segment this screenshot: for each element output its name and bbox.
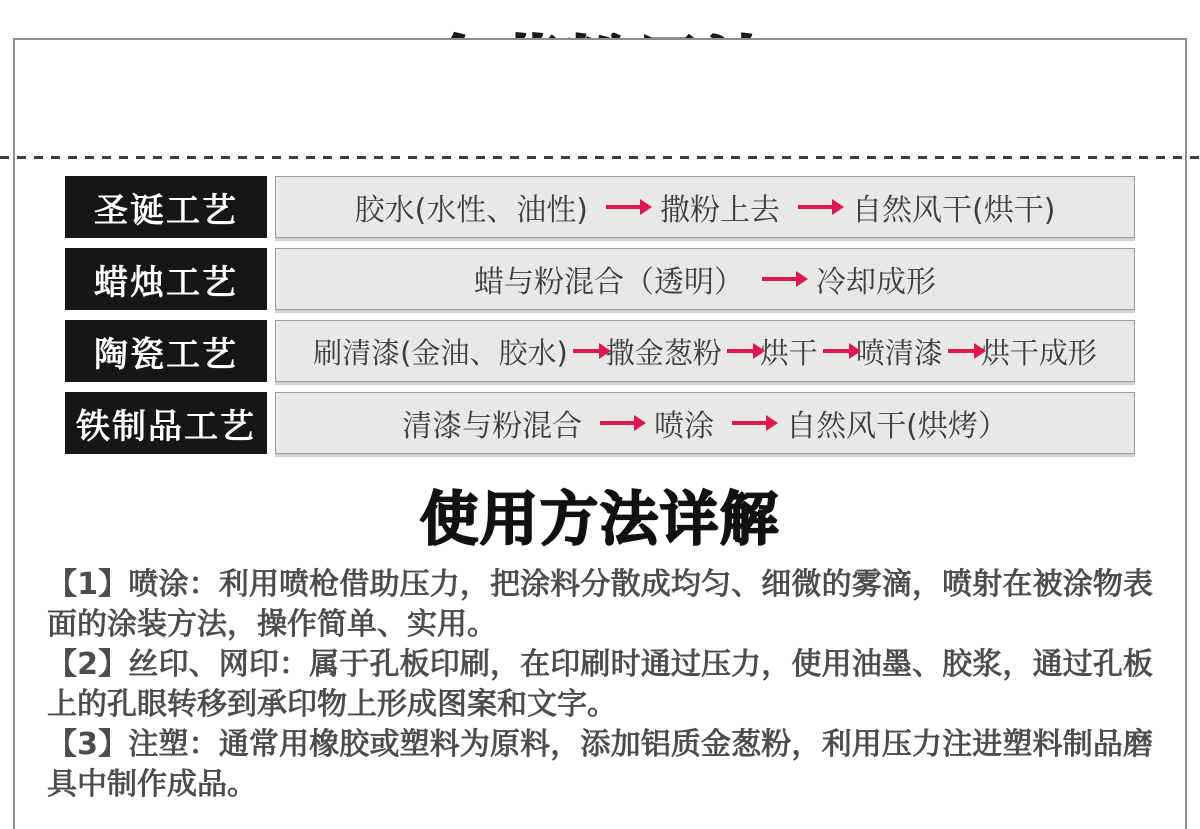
process-label: 蜡烛工艺 (65, 248, 267, 310)
process-step: 胶水(水性、油性) (354, 193, 588, 228)
arrow-right-icon (948, 349, 976, 353)
process-row (65, 392, 1135, 454)
process-steps (275, 176, 1135, 238)
arrow-right-icon (606, 205, 642, 209)
process-row (65, 320, 1135, 382)
arrow-right-icon (732, 421, 768, 425)
detail-paragraph-2: 【2】丝印、网印：属于孔板印刷，在印刷时通过压力，使用油墨、胶浆，通过孔板上的孔眼转移到承印物上形成图案和文字。 (47, 647, 1153, 722)
process-row (65, 176, 1135, 238)
arrow-right-icon (762, 277, 798, 281)
process-step: 烘干成形 (980, 335, 1097, 370)
arrow-right-icon (573, 349, 601, 353)
process-step: 刷清漆(金油、胶水) (313, 335, 568, 370)
process-step: 冷却成形 (816, 265, 936, 300)
process-step: 喷涂 (654, 409, 715, 444)
detail-paragraph-3: 【3】注塑：通常用橡胶或塑料为原料，添加铝质金葱粉，利用压力注进塑料制品磨具中制作成品。 (47, 727, 1153, 802)
process-step: 撒金葱粉 (605, 335, 722, 370)
process-step: 喷清漆 (855, 335, 943, 370)
usage-details (47, 565, 1153, 805)
process-step: 清漆与粉混合 (402, 409, 583, 444)
section-title: 使用方法详解 (419, 485, 780, 553)
arrow-right-icon (600, 421, 636, 425)
process-steps (275, 248, 1135, 310)
process-step: 蜡与粉混合（透明） (474, 265, 744, 300)
process-step: 自然风干(烘烤） (786, 409, 1008, 444)
process-step: 撒粉上去 (660, 193, 780, 228)
detail-paragraph-1: 【1】喷涂：利用喷枪借助压力，把涂料分散成均匀、细微的雾滴，喷射在被涂物表面的涂装方法，操作简单、实用。 (47, 567, 1153, 642)
dashed-divider (0, 156, 1200, 159)
process-table (65, 176, 1135, 454)
arrow-right-icon (727, 349, 755, 353)
process-label: 陶瓷工艺 (65, 320, 267, 382)
process-label: 圣诞工艺 (65, 176, 267, 238)
process-row (65, 248, 1135, 310)
process-label: 铁制品工艺 (65, 392, 267, 454)
process-steps (275, 320, 1135, 382)
process-steps (275, 392, 1135, 454)
process-step: 自然风干(烘干) (852, 193, 1056, 228)
arrow-right-icon (823, 349, 851, 353)
arrow-right-icon (798, 205, 834, 209)
process-step: 烘干 (759, 335, 818, 370)
